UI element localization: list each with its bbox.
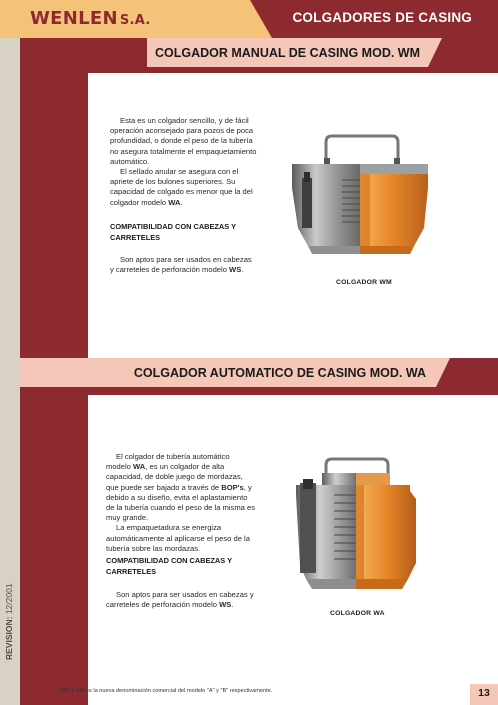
wa-paragraph-1: El colgador de tubería automático modelo WA, es un colgador de alta capacidad, de doble juego de mordazas, que puede ser bajado a través de BOP's, y debido a su diseño, evita el aplastamiento de la tubería cuando el peso de la misma es muy grande. (106, 452, 256, 523)
footnote: WM y WA es la nueva denominación comercial del modelo "A" y "B" respectivamente. (60, 688, 273, 694)
colgador-wa-image (290, 455, 422, 600)
section-wm-text (110, 116, 260, 208)
header-title-bar (272, 0, 498, 38)
colgador-wm-image (284, 128, 436, 270)
wm-compat-text: Son aptos para ser usados en cabezas y carreteles de perforación modelo WS. (110, 255, 252, 275)
revision-label: REVISION: 12/2001 (4, 583, 14, 660)
section-wm-title: COLGADOR MANUAL DE CASING MOD. WM (147, 38, 428, 67)
left-decor-band-bottom (20, 382, 88, 705)
section-wa-title: COLGADOR AUTOMATICO DE CASING MOD. WA (20, 358, 436, 387)
brand-logo: WENLEN S.A. (30, 8, 151, 29)
wm-paragraph-1: Esta es un colgador sencillo, y de fácil operación aconsejado para pozos de poca profundidad, o donde el peso de la tubería no asegura totalmente el empaquetamiento automático. (110, 116, 257, 166)
wa-caption: COLGADOR WA (330, 610, 385, 617)
wm-compat-title: COMPATIBILIDAD CON CABEZAS Y CARRETELES (110, 222, 236, 242)
wm-paragraph-2: El sellado anular se asegura con el apriete de los bulones superiores. Su capacidad de colgado es menor que la del colgador modelo WA. (110, 167, 253, 207)
section-wa-text (106, 452, 256, 554)
wa-compat-text: Son aptos para ser usados en cabezas y carreteles de perforación modelo WS. (106, 590, 254, 610)
wa-compat-title: COMPATIBILIDAD CON CABEZAS Y CARRETELES (106, 556, 232, 576)
page-number: 13 (478, 687, 490, 699)
left-decor-band-top (20, 38, 88, 358)
wm-caption: COLGADOR WM (336, 279, 392, 286)
page-section-title: COLGADORES DE CASING (292, 10, 472, 25)
wa-paragraph-2: La empaquetadura se energiza automáticamente al aplicarse el peso de la tubería sobre las mordazas. (106, 523, 250, 553)
